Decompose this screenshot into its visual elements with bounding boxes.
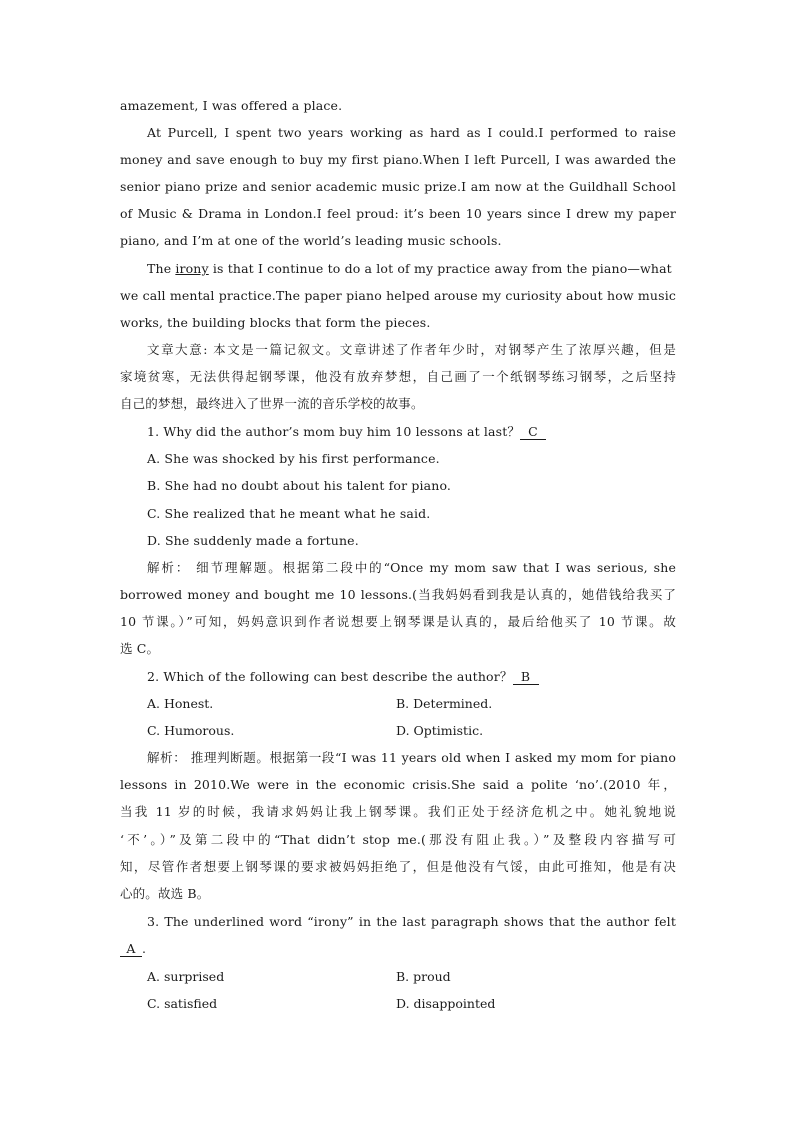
question-text: .	[142, 941, 147, 956]
option: A. Honest.	[147, 696, 214, 711]
option: A. She was shocked by his first performance.	[147, 451, 440, 466]
question-text: 2. Which of the following can best describe the author？	[147, 669, 513, 684]
option: A. surprised	[147, 969, 225, 984]
summary-line: 家境贫寒，无法供得起钢琴课，他没有放弃梦想，自己画了一个纸钢琴练习钢琴，之后坚持	[120, 369, 676, 384]
passage-line: we call mental practice.The paper piano helped arouse my curiosity about how music	[120, 288, 676, 303]
question-stem	[147, 668, 676, 686]
option: D. disappointed	[396, 996, 496, 1011]
analysis-line: lessons in 2010.We were in the economic crisis.She said a polite ‘no’.(2010 年，	[120, 777, 676, 792]
answer-blank: C	[520, 425, 546, 440]
question-text: 1. Why did the author’s mom buy him 10 lessons at last？	[147, 424, 521, 439]
analysis-line: borrowed money and bought me 10 lessons.(当我妈妈看到我是认真的，她借钱给我买了	[120, 587, 676, 602]
passage-line: amazement, I was offered a place.	[120, 98, 343, 113]
analysis-line: 知，尽管作者想要上钢琴课的要求被妈妈拒绝了，但是他没有气馁，由此可推知，他是有决	[120, 859, 676, 874]
option: D. She suddenly made a fortune.	[147, 533, 359, 548]
option: C. satisfied	[147, 996, 218, 1011]
passage-line: senior piano prize and senior academic music prize.I am now at the Guildhall School	[120, 179, 676, 194]
passage-text: is that I continue to do a lot of my practice away from the piano—what	[208, 261, 672, 276]
option: C. She realized that he meant what he said.	[147, 506, 431, 521]
passage-line: of Music & Drama in London.I feel proud: it’s been 10 years since I drew my paper	[120, 206, 676, 221]
passage-line	[147, 260, 676, 278]
question-stem: 3. The underlined word “irony” in the last paragraph shows that the author felt	[147, 914, 676, 929]
analysis-line: ‘不’。）”及第二段中的“That didn’t stop me.(那没有阻止我。）”及整段内容描写可	[120, 832, 676, 847]
option: D. Optimistic.	[396, 723, 484, 738]
analysis-line: 解析： 推理判断题。根据第一段“I was 11 years old when I asked my mom for piano	[147, 750, 676, 765]
passage-line: piano, and I’m at one of the world’s leading music schools.	[120, 233, 502, 248]
analysis-line: 解析： 细节理解题。根据第二段中的“Once my mom saw that I was serious, she	[147, 560, 676, 575]
option: B. proud	[396, 969, 451, 984]
passage-line: works, the building blocks that form the pieces.	[120, 315, 431, 330]
summary-line: 文章大意: 本文是一篇记叙文。文章讲述了作者年少时，对钢琴产生了浓厚兴趣，但是	[147, 342, 676, 357]
question-stem	[147, 423, 676, 441]
answer-blank: B	[513, 670, 539, 685]
analysis-line: 选 C。	[120, 641, 160, 656]
option: B. She had no doubt about his talent for piano.	[147, 478, 452, 493]
passage-line: At Purcell, I spent two years working as hard as I could.I performed to raise	[147, 125, 676, 140]
analysis-line: 当我 11 岁的时候，我请求妈妈让我上钢琴课。我们正处于经济危机之中。她礼貌地说	[120, 804, 676, 819]
summary-line: 自己的梦想，最终进入了世界一流的音乐学校的故事。	[120, 396, 424, 411]
analysis-line: 心的。故选 B。	[120, 886, 210, 901]
analysis-line: 10 节课。）”可知，妈妈意识到作者说想要上钢琴课是认真的，最后给他买了 10 节课。故	[120, 614, 676, 629]
passage-line: money and save enough to buy my first piano.When I left Purcell, I was awarded the	[120, 152, 676, 167]
answer-blank: A	[120, 942, 142, 957]
option: B. Determined.	[396, 696, 493, 711]
option: C. Humorous.	[147, 723, 235, 738]
question-stem-cont	[120, 940, 676, 958]
passage-text: The	[147, 261, 176, 276]
underlined-word: irony	[175, 261, 209, 276]
